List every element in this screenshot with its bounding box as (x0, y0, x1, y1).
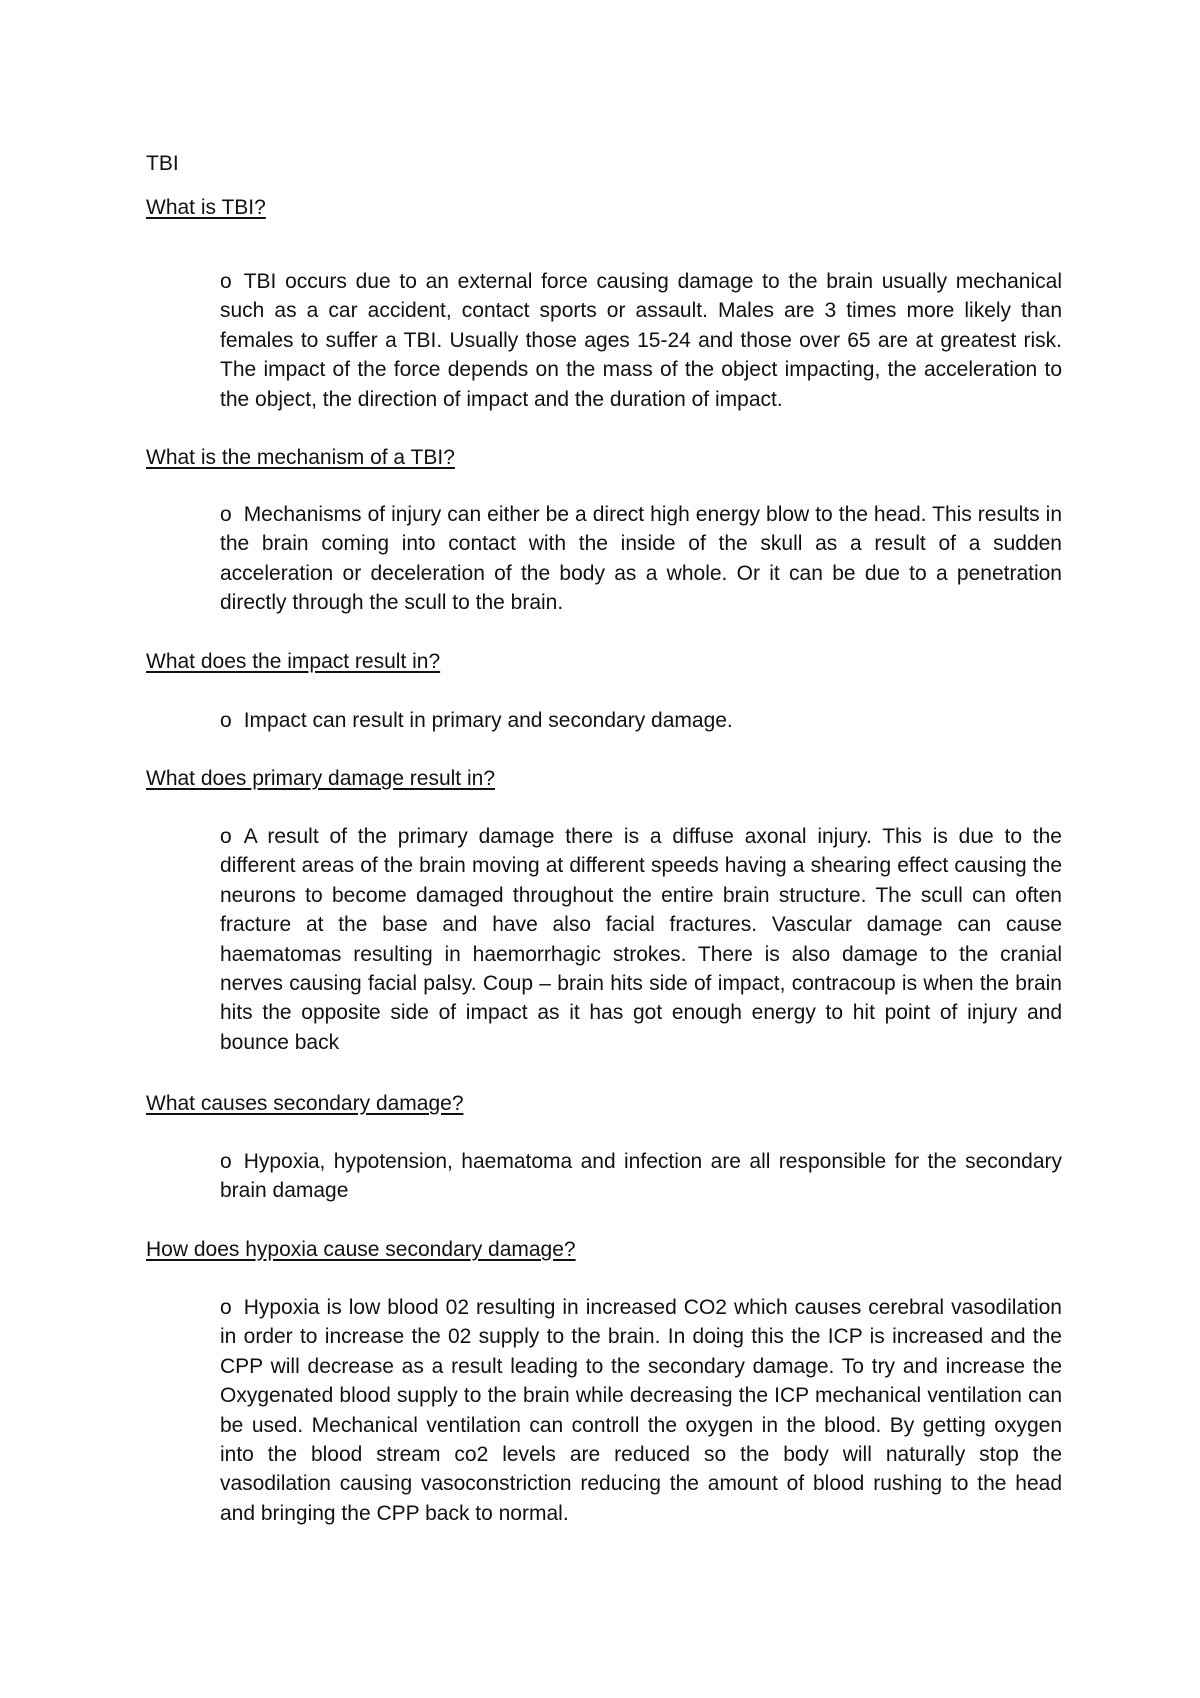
bullet-item (220, 1293, 1062, 1528)
bullet-text: Hypoxia, hypotension, haematoma and infection are all responsible for the secondary brain damage (220, 1150, 1062, 1203)
bullet-text: A result of the primary damage there is a diffuse axonal injury. This is due to the different areas of the brain moving at different speeds having a shearing effect causing the neurons to become damaged throughout the entire brain structure. The scull can often fracture at the base and have also facial fractures. Vascular damage can cause haematomas resulting in haemorrhagic strokes. There is also damage to the cranial nerves causing facial palsy. Coup – brain hits side of impact, contracoup is when the brain hits the opposite side of impact as it has got enough energy to hit point of injury and bounce back (220, 825, 1062, 1054)
bullet-text: Mechanisms of injury can either be a direct high energy blow to the head. This results in the brain coming into contact with the inside of the skull as a result of a sudden acceleration or deceleration of the body as a whole. Or it can be due to a penetration directly through the scull to the brain. (220, 503, 1062, 615)
section-heading: What does the impact result in? (146, 650, 441, 673)
bullet-item (220, 1147, 1062, 1206)
bullet-item (220, 500, 1062, 618)
bullet-marker: o (220, 1150, 232, 1173)
bullet-marker: o (220, 270, 232, 293)
bullet-text: TBI occurs due to an external force causing damage to the brain usually mechanical such as a car accident, contact sports or assault. Males are 3 times more likely than females to suffer a TBI. Usually those ages 15-24 and those over 65 are at greatest risk. The impact of the force depends on the mass of the object impacting, the acceleration to the object, the direction of impact and the duration of impact. (220, 270, 1062, 411)
bullet-marker: o (220, 503, 232, 526)
section-heading: What causes secondary damage? (146, 1092, 464, 1115)
bullet-text: Hypoxia is low blood 02 resulting in increased CO2 which causes cerebral vasodilation in order to increase the 02 supply to the brain. In doing this the ICP is increased and the CPP will decrease as a result leading to the secondary damage. To try and increase the Oxygenated blood supply to the brain while decreasing the ICP mechanical ventilation can be used. Mechanical ventilation can controll the oxygen in the blood. By getting oxygen into the blood stream co2 levels are reduced so the body will naturally stop the vasodilation causing vasoconstriction reducing the amount of blood rushing to the head and bringing the CPP back to normal. (220, 1296, 1062, 1525)
section-heading: How does hypoxia cause secondary damage? (146, 1238, 576, 1261)
bullet-marker: o (220, 709, 232, 732)
section-heading: What is the mechanism of a TBI? (146, 446, 455, 469)
bullet-item (220, 267, 1062, 414)
section-heading: What is TBI? (146, 196, 266, 219)
bullet-item (220, 822, 1062, 1057)
bullet-text: Impact can result in primary and secondary damage. (243, 709, 733, 732)
bullet-item (220, 706, 1062, 735)
document-title: TBI (146, 152, 179, 175)
bullet-marker: o (220, 825, 232, 848)
bullet-marker: o (220, 1296, 232, 1319)
section-heading: What does primary damage result in? (146, 767, 495, 790)
